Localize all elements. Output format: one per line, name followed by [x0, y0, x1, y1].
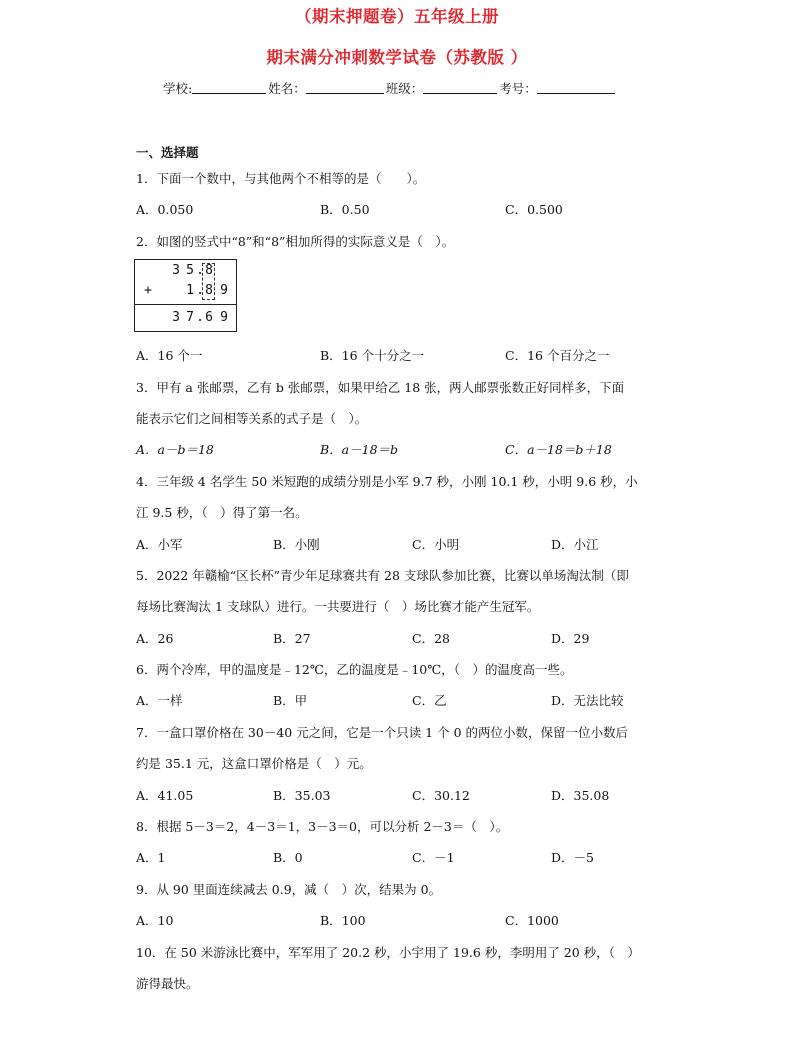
question-8-option-d[interactable]: D．－5	[551, 850, 594, 865]
name-blank[interactable]	[306, 81, 384, 94]
school-blank[interactable]	[192, 81, 266, 94]
question-6-option-b[interactable]: B．甲	[273, 693, 308, 708]
question-5-option-a[interactable]: A．26	[136, 631, 174, 646]
section-title: 一、选择题	[136, 145, 199, 160]
question-2-option-c[interactable]: C．16 个百分之一	[505, 348, 610, 363]
question-6-option-c[interactable]: C．乙	[412, 693, 447, 708]
exam-number-blank[interactable]	[537, 81, 615, 94]
digit: 3	[172, 310, 180, 325]
question-4-option-a[interactable]: A．小军	[136, 537, 183, 552]
question-7-text-line1: 7．一盒口罩价格在 30－40 元之间，它是一个只读 1 个 0 的两位小数，保留一位小数后	[136, 725, 629, 740]
digit: 5	[186, 263, 194, 278]
question-8-option-b[interactable]: B．0	[273, 850, 303, 865]
digit: 8	[205, 283, 213, 298]
school-label: 学校:	[163, 81, 193, 96]
question-6-text: 6．两个冷库，甲的温度是﹣12℃，乙的温度是﹣10℃，（ ）的温度高一些。	[136, 662, 573, 677]
exam-title-line2: 期末满分冲刺数学试卷（苏教版 ）	[266, 48, 528, 67]
question-1-text: 1．下面一个数中，与其他两个不相等的是（ ）。	[136, 171, 426, 186]
question-7-option-c[interactable]: C．30.12	[412, 788, 470, 803]
decimal-point: .	[196, 283, 204, 298]
addend-row-2	[135, 283, 236, 303]
question-2-option-b[interactable]: B．16 个十分之一	[320, 348, 425, 363]
question-7-option-a[interactable]: A．41.05	[136, 788, 194, 803]
digit: 6	[205, 310, 213, 325]
question-4-option-b[interactable]: B．小刚	[273, 537, 320, 552]
question-3-text-line1: 3．甲有 a 张邮票，乙有 b 张邮票，如果甲给乙 18 张，两人邮票张数正好同样多，下面	[136, 380, 625, 395]
class-label: 班级：	[385, 81, 424, 96]
vertical-addition-figure	[134, 259, 237, 332]
sum-row	[135, 310, 236, 330]
digit: 1	[186, 283, 194, 298]
question-1-option-b[interactable]: B．0.50	[320, 202, 370, 217]
question-2-option-a[interactable]: A．16 个一	[136, 348, 203, 363]
question-6-option-d[interactable]: D．无法比较	[551, 693, 624, 708]
digit: 8	[205, 263, 213, 278]
question-4-option-c[interactable]: C．小明	[412, 537, 460, 552]
question-3-option-b[interactable]: B．a－18＝b	[320, 442, 399, 457]
question-4-text-line1: 4．三年级 4 名学生 50 米短跑的成绩分别是小军 9.7 秒，小刚 10.1 秒，小明 9.6 秒，小	[136, 474, 638, 489]
question-8-text: 8．根据 5－3＝2，4－3＝1，3－3＝0，可以分析 2－3＝（ ）。	[136, 819, 509, 834]
question-3-option-a[interactable]: A．a－b＝18	[136, 442, 214, 457]
question-5-text-line2: 每场比赛淘汰 1 支球队）进行。一共要进行（ ）场比赛才能产生冠军。	[136, 599, 540, 614]
question-9-option-c[interactable]: C．1000	[505, 913, 559, 928]
question-8-option-c[interactable]: C．－1	[412, 850, 455, 865]
class-blank[interactable]	[423, 81, 497, 94]
question-5-option-c[interactable]: C．28	[412, 631, 450, 646]
name-label: 姓名：	[268, 81, 306, 96]
exam-number-label: 考号：	[499, 81, 537, 96]
question-6-option-a[interactable]: A．一样	[136, 693, 183, 708]
digit: 9	[220, 310, 228, 325]
digit: 7	[186, 310, 194, 325]
decimal-point: .	[196, 310, 204, 325]
question-8-option-a[interactable]: A．1	[136, 850, 166, 865]
question-5-text-line1: 5．2022 年赣榆“区长杯”青少年足球赛共有 28 支球队参加比赛，比赛以单场淘汰制（即	[136, 568, 629, 583]
question-10-text-line1: 10．在 50 米游泳比赛中，军军用了 20.2 秒，小宇用了 19.6 秒，李明用了 20 秒，（ ）	[136, 945, 640, 960]
student-info-row	[163, 79, 617, 97]
question-7-text-line2: 约是 35.1 元，这盒口罩价格是（ ）元。	[136, 756, 372, 771]
plus-sign: +	[144, 283, 152, 298]
question-7-option-d[interactable]: D．35.08	[551, 788, 610, 803]
question-9-text: 9．从 90 里面连续减去 0.9，减（ ）次，结果为 0。	[136, 882, 442, 897]
question-3-option-c[interactable]: C．a－18＝b＋18	[505, 442, 612, 457]
question-4-option-d[interactable]: D．小江	[551, 537, 599, 552]
question-10-text-line2: 游得最快。	[136, 976, 199, 991]
exam-title-line1: （期末押题卷）五年级上册	[295, 7, 499, 26]
question-1-option-c[interactable]: C．0.500	[505, 202, 563, 217]
question-5-option-b[interactable]: B．27	[273, 631, 311, 646]
question-3-text-line2: 能表示它们之间相等关系的式子是（ ）。	[136, 411, 368, 426]
question-7-option-b[interactable]: B．35.03	[273, 788, 331, 803]
addend-row-1	[135, 263, 236, 283]
question-9-option-a[interactable]: A．10	[136, 913, 174, 928]
question-1-option-a[interactable]: A．0.050	[136, 202, 194, 217]
question-4-text-line2: 江 9.5 秒，（ ）得了第一名。	[136, 505, 308, 520]
digit: 3	[172, 263, 180, 278]
question-5-option-d[interactable]: D．29	[551, 631, 590, 646]
digit: 9	[220, 283, 228, 298]
sum-divider	[135, 304, 236, 305]
decimal-point: .	[196, 263, 204, 278]
question-2-text: 2．如图的竖式中“8”和“8”相加所得的实际意义是（ ）。	[136, 234, 455, 249]
question-9-option-b[interactable]: B．100	[320, 913, 366, 928]
